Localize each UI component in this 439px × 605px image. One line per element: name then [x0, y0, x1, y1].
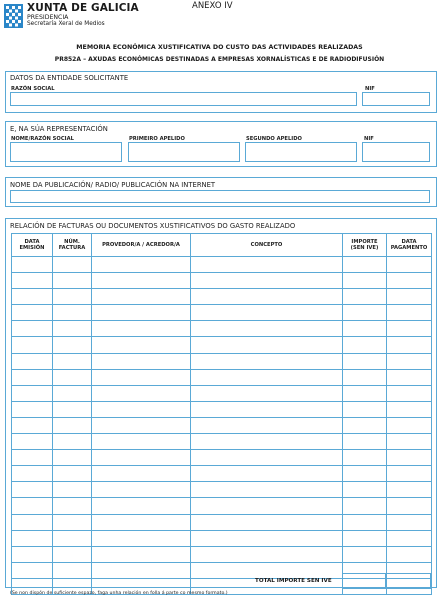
table-cell[interactable] [343, 257, 387, 273]
table-cell[interactable] [387, 257, 432, 273]
table-cell[interactable] [53, 482, 92, 498]
table-cell[interactable] [343, 401, 387, 417]
table-cell[interactable] [343, 434, 387, 450]
table-row [12, 337, 432, 353]
table-cell[interactable] [12, 546, 53, 562]
table-cell[interactable] [92, 434, 191, 450]
table-row [12, 257, 432, 273]
table-cell[interactable] [343, 498, 387, 514]
table-cell[interactable] [12, 498, 53, 514]
table-cell[interactable] [387, 434, 432, 450]
footnote: (Se non dispón de suficiente espazo, faga unha relación en folla á parte co mesmo formato.) [10, 591, 228, 596]
invoices-table-header [12, 234, 432, 257]
table-cell[interactable] [387, 466, 432, 482]
table-cell[interactable] [12, 369, 53, 385]
table-row [12, 353, 432, 369]
table-cell[interactable] [343, 289, 387, 305]
table-cell[interactable] [92, 466, 191, 482]
table-cell[interactable] [92, 257, 191, 273]
rep-nif-field[interactable] [362, 142, 430, 162]
table-cell[interactable] [12, 466, 53, 482]
table-cell[interactable] [12, 289, 53, 305]
table-cell[interactable] [12, 514, 53, 530]
table-cell[interactable] [191, 321, 343, 337]
table-cell[interactable] [92, 321, 191, 337]
table-cell[interactable] [343, 273, 387, 289]
column-header-line1: PROVEDOR/A / ACREDOR/A [102, 241, 180, 248]
table-cell[interactable] [343, 450, 387, 466]
table-cell[interactable] [92, 401, 191, 417]
business-name-label: RAZÓN SOCIAL [11, 86, 55, 92]
table-cell[interactable] [191, 530, 343, 546]
total-blank-cell [386, 573, 431, 589]
sub-department: Secretaría Xeral de Medios [27, 21, 105, 27]
table-cell[interactable] [343, 466, 387, 482]
table-cell[interactable] [12, 450, 53, 466]
table-cell[interactable] [191, 305, 343, 321]
table-cell[interactable] [12, 273, 53, 289]
table-cell[interactable] [53, 353, 92, 369]
representative-section-title: E, NA SÚA REPRESENTACIÓN [10, 125, 108, 133]
table-cell[interactable] [12, 401, 53, 417]
table-cell[interactable] [12, 417, 53, 433]
table-cell[interactable] [343, 305, 387, 321]
column-header-line1: DATA [401, 238, 417, 245]
table-cell[interactable] [387, 321, 432, 337]
table-cell[interactable] [92, 530, 191, 546]
column-header-line2: EMISIÓN [19, 245, 45, 251]
table-cell[interactable] [343, 530, 387, 546]
invoices-table-body [12, 257, 432, 595]
table-cell[interactable] [92, 482, 191, 498]
table-cell[interactable] [191, 385, 343, 401]
table-cell[interactable] [343, 321, 387, 337]
column-header [343, 234, 387, 257]
table-row [12, 482, 432, 498]
table-cell[interactable] [92, 546, 191, 562]
table-cell[interactable] [53, 321, 92, 337]
table-cell[interactable] [92, 273, 191, 289]
table-cell[interactable] [191, 417, 343, 433]
table-cell[interactable] [387, 450, 432, 466]
rep-name-label: NOME/RAZÓN SOCIAL [11, 136, 74, 142]
table-cell[interactable] [343, 369, 387, 385]
table-cell[interactable] [12, 257, 53, 273]
table-cell[interactable] [53, 514, 92, 530]
entity-nif-field[interactable] [362, 92, 430, 106]
table-cell[interactable] [387, 417, 432, 433]
table-cell[interactable] [191, 514, 343, 530]
table-cell[interactable] [12, 321, 53, 337]
table-cell[interactable] [53, 562, 92, 578]
invoices-section-title: RELACIÓN DE FACTURAS OU DOCUMENTOS XUSTIFICATIVOS DO GASTO REALIZADO [10, 222, 296, 230]
table-cell[interactable] [53, 450, 92, 466]
column-header-line2: (SEN IVE) [350, 245, 379, 251]
table-row [12, 546, 432, 562]
column-header-line1: NÚM. [64, 238, 80, 245]
column-header [53, 234, 92, 257]
department: PRESIDENCIA [27, 14, 69, 21]
entity-section-title: DATOS DA ENTIDADE SOLICITANTE [10, 74, 129, 82]
table-cell[interactable] [343, 482, 387, 498]
table-cell[interactable] [53, 369, 92, 385]
rep-first-surname-label: PRIMEIRO APELIDO [129, 136, 185, 142]
table-row [12, 417, 432, 433]
table-cell[interactable] [191, 498, 343, 514]
table-cell[interactable] [387, 353, 432, 369]
table-row [12, 273, 432, 289]
column-header [92, 234, 191, 257]
table-cell[interactable] [191, 546, 343, 562]
column-header-line1: CONCEPTO [250, 241, 283, 248]
publication-name-field[interactable] [10, 190, 430, 203]
business-name-field[interactable] [10, 92, 357, 106]
table-row [12, 466, 432, 482]
table-row [12, 530, 432, 546]
table-cell[interactable] [92, 353, 191, 369]
table-cell[interactable] [53, 417, 92, 433]
column-header-line2: FACTURA [58, 245, 86, 251]
table-cell[interactable] [53, 305, 92, 321]
table-cell[interactable] [92, 450, 191, 466]
table-cell[interactable] [92, 337, 191, 353]
rep-second-surname-label: SEGUNDO APELIDO [246, 136, 302, 142]
table-row [12, 450, 432, 466]
column-header [191, 234, 343, 257]
rep-name-field[interactable] [10, 142, 122, 162]
table-cell[interactable] [387, 514, 432, 530]
table-row [12, 498, 432, 514]
publication-section-title: NOME DA PUBLICACIÓN/ RADIO/ PUBLICACIÓN NA INTERNET [10, 181, 216, 189]
table-cell[interactable] [12, 305, 53, 321]
table-cell[interactable] [191, 257, 343, 273]
table-row [12, 369, 432, 385]
table-row [12, 514, 432, 530]
rep-second-surname-field[interactable] [245, 142, 357, 162]
column-header-line2: PAGAMENTO [390, 245, 428, 251]
table-cell[interactable] [53, 337, 92, 353]
table-cell[interactable] [191, 273, 343, 289]
table-cell[interactable] [53, 498, 92, 514]
table-cell[interactable] [387, 289, 432, 305]
table-cell[interactable] [53, 289, 92, 305]
xunta-logo-icon [4, 4, 23, 28]
table-cell[interactable] [191, 369, 343, 385]
table-cell[interactable] [191, 401, 343, 417]
entity-nif-label: NIF [365, 86, 375, 92]
table-cell[interactable] [191, 353, 343, 369]
table-cell[interactable] [53, 257, 92, 273]
table-row [12, 289, 432, 305]
table-cell[interactable] [343, 514, 387, 530]
table-cell[interactable] [53, 530, 92, 546]
table-row [12, 401, 432, 417]
table-cell[interactable] [92, 498, 191, 514]
rep-first-surname-field[interactable] [128, 142, 240, 162]
annex-label: ANEXO IV [192, 1, 233, 11]
table-cell[interactable] [387, 546, 432, 562]
table-row [12, 385, 432, 401]
table-cell[interactable] [387, 530, 432, 546]
table-cell[interactable] [92, 417, 191, 433]
table-cell[interactable] [191, 289, 343, 305]
total-amount-label: TOTAL IMPORTE SEN IVE [255, 578, 332, 584]
table-cell[interactable] [92, 289, 191, 305]
table-cell[interactable] [191, 466, 343, 482]
table-cell[interactable] [92, 562, 191, 578]
table-cell[interactable] [387, 385, 432, 401]
table-cell[interactable] [343, 417, 387, 433]
table-cell[interactable] [53, 546, 92, 562]
table-cell[interactable] [387, 498, 432, 514]
table-cell[interactable] [387, 305, 432, 321]
table-cell[interactable] [191, 450, 343, 466]
table-cell[interactable] [12, 482, 53, 498]
table-cell[interactable] [92, 385, 191, 401]
column-header-line1: IMPORTE [351, 238, 378, 245]
table-row [12, 305, 432, 321]
column-header [387, 234, 432, 257]
table-cell[interactable] [387, 369, 432, 385]
table-cell[interactable] [343, 385, 387, 401]
table-cell[interactable] [53, 385, 92, 401]
table-cell[interactable] [191, 337, 343, 353]
total-amount-field[interactable] [342, 573, 386, 589]
table-cell[interactable] [343, 546, 387, 562]
table-cell[interactable] [12, 434, 53, 450]
table-cell[interactable] [92, 305, 191, 321]
table-cell[interactable] [53, 466, 92, 482]
table-cell[interactable] [53, 434, 92, 450]
table-cell[interactable] [191, 562, 343, 578]
rep-nif-label: NIF [364, 136, 374, 142]
procedure-title: PR852A – AXUDAS ECONÓMICAS DESTINADAS A EMPRESAS XORNALÍSTICAS E DE RADIODIFUSIÓN [54, 56, 385, 63]
brand-name: XUNTA DE GALICIA [27, 2, 139, 14]
table-cell[interactable] [387, 273, 432, 289]
table-cell[interactable] [12, 385, 53, 401]
table-row [12, 434, 432, 450]
table-cell[interactable] [387, 482, 432, 498]
table-cell[interactable] [12, 562, 53, 578]
table-row [12, 321, 432, 337]
table-cell[interactable] [191, 482, 343, 498]
table-cell[interactable] [343, 337, 387, 353]
column-header [12, 234, 53, 257]
table-cell[interactable] [387, 337, 432, 353]
table-cell[interactable] [12, 530, 53, 546]
table-cell[interactable] [53, 401, 92, 417]
table-cell[interactable] [387, 401, 432, 417]
table-cell[interactable] [343, 353, 387, 369]
table-cell[interactable] [12, 337, 53, 353]
table-cell[interactable] [53, 273, 92, 289]
column-header-line1: DATA [24, 238, 40, 245]
table-cell[interactable] [92, 369, 191, 385]
invoices-table [11, 233, 432, 595]
table-cell[interactable] [191, 434, 343, 450]
table-cell[interactable] [12, 353, 53, 369]
table-cell[interactable] [92, 514, 191, 530]
form-title: MEMORIA ECONÓMICA XUSTIFICATIVA DO CUSTO DAS ACTIVIDADES REALIZADAS [76, 44, 363, 51]
